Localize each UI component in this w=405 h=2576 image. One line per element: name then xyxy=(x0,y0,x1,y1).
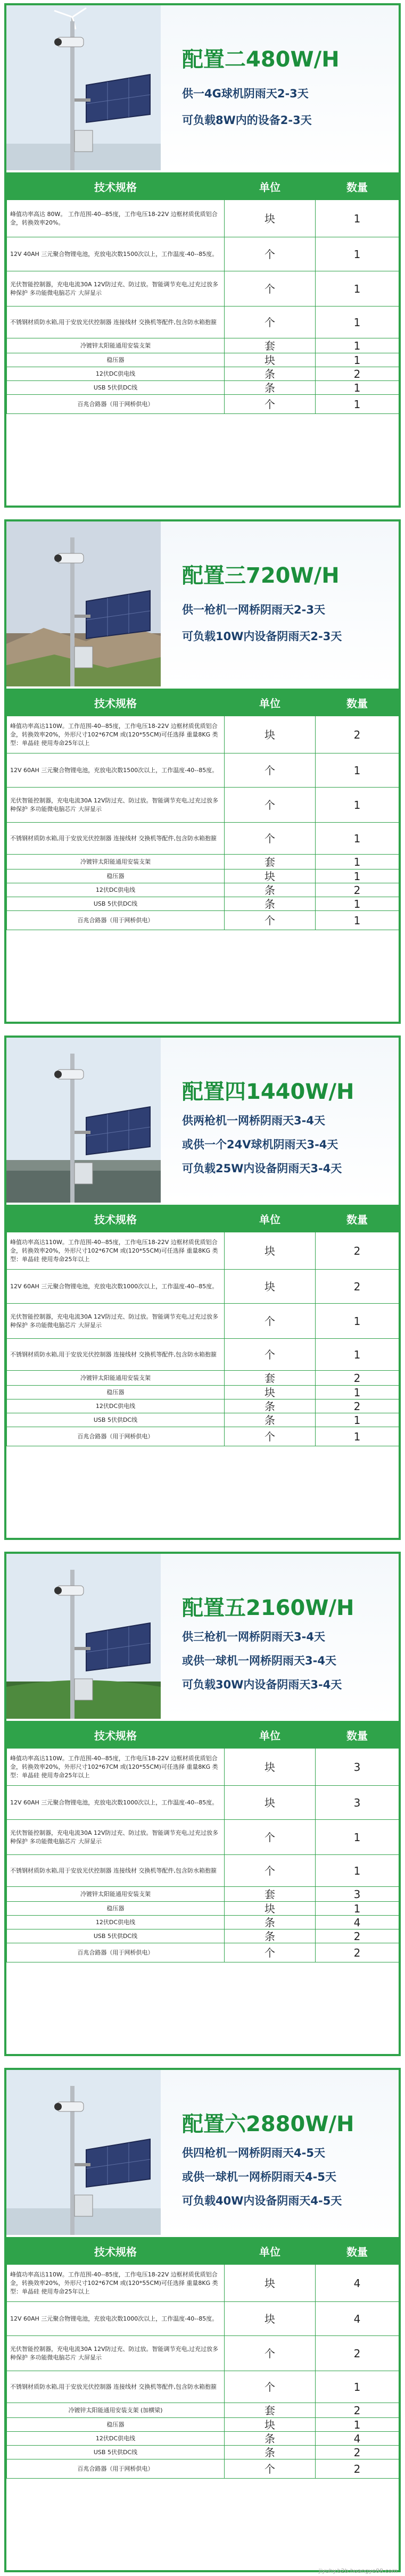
qty-cell: 1 xyxy=(316,788,399,823)
spec-cell: 12伏DC供电线 xyxy=(7,1916,225,1929)
unit-cell: 块 xyxy=(225,2265,316,2302)
unit-cell: 个 xyxy=(225,2371,316,2403)
solar-camera-photo xyxy=(6,2070,161,2235)
header-spec: 技术规格 xyxy=(7,173,225,200)
table-row xyxy=(7,2403,399,2418)
spec-cell: USB 5伏供DC线 xyxy=(7,1929,225,1943)
unit-cell: 块 xyxy=(225,1749,316,1786)
spec-table-wrap xyxy=(6,172,399,414)
table-row xyxy=(7,1887,399,1902)
spec-cell: USB 5伏供DC线 xyxy=(7,897,225,911)
spec-cell: 12V 60AH 三元聚合物锂电池，充放电次数1000次以上，工作温度-40--85度。 xyxy=(7,1270,225,1304)
qty-cell: 1 xyxy=(316,1855,399,1887)
unit-cell: 套 xyxy=(225,338,316,353)
table-row xyxy=(7,307,399,338)
table-header-row xyxy=(7,689,399,716)
spec-table xyxy=(6,172,399,414)
hero-banner xyxy=(6,1554,399,1719)
unit-cell: 个 xyxy=(225,823,316,855)
capability-line: 或供一个24V球机阴雨天3-4天 xyxy=(182,1138,338,1151)
table-row xyxy=(7,367,399,381)
spec-cell: 百兆合路器（用于网桥供电） xyxy=(7,395,225,414)
header-spec: 技术规格 xyxy=(7,689,225,716)
table-row xyxy=(7,353,399,367)
spec-cell: 峰值功率高达110W。工作范围-40--85度，工作电压18-22V 边框材质优质铝合金，转换效率20%，外形尺寸102*67CM 或(120*55CM)可任选择 重量8KG 类型：单晶硅 使用寿命25年以上 xyxy=(7,1749,225,1786)
spec-cell: 峰值功率高达110W。工作范围-40--85度，工作电压18-22V 边框材质优质铝合金，转换效率20%，外形尺寸102*67CM 或(120*55CM)可任选择 重量8KG 类型：单晶硅 使用寿命25年以上 xyxy=(7,1232,225,1270)
header-spec: 技术规格 xyxy=(7,1721,225,1749)
spec-cell: 不锈钢材质防水箱,用于安放光伏控制器 连接线材 交换机等配件,包含防水箱抱箍 xyxy=(7,307,225,338)
qty-cell: 1 xyxy=(316,1304,399,1339)
table-row xyxy=(7,271,399,307)
qty-cell: 3 xyxy=(316,1786,399,1820)
config-section xyxy=(0,516,405,1027)
solar-camera-photo xyxy=(6,521,161,686)
spec-cell: 百兆合路器（用于网桥供电） xyxy=(7,1427,225,1446)
unit-cell: 套 xyxy=(225,1887,316,1902)
unit-cell: 个 xyxy=(225,911,316,930)
capability-line: 可负载10W内设备阴雨天2-3天 xyxy=(182,630,342,643)
header-qty: 数量 xyxy=(316,689,399,716)
qty-cell: 4 xyxy=(316,2265,399,2302)
spec-cell: USB 5伏供DC线 xyxy=(7,381,225,395)
table-row xyxy=(7,1855,399,1887)
table-row xyxy=(7,1399,399,1413)
unit-cell: 条 xyxy=(225,2432,316,2446)
spec-cell: 光伏智能控制器，充电电流30A 12V防过充、防过放。智能调节充电,过充过放多种保护 多功能微电脑芯片 大屏显示 xyxy=(7,1304,225,1339)
qty-cell: 2 xyxy=(316,2459,399,2479)
table-row xyxy=(7,1427,399,1446)
unit-cell: 个 xyxy=(225,1855,316,1887)
unit-cell: 条 xyxy=(225,2446,316,2459)
unit-cell: 条 xyxy=(225,381,316,395)
capability-line: 供四枪机一网桥阴雨天4-5天 xyxy=(182,2147,325,2159)
qty-cell: 1 xyxy=(316,1339,399,1371)
unit-cell: 个 xyxy=(225,753,316,788)
qty-cell: 1 xyxy=(316,1413,399,1427)
capability-line: 可负载30W内设备阴雨天3-4天 xyxy=(182,1678,342,1691)
header-unit: 单位 xyxy=(225,173,316,200)
spec-cell: USB 5伏供DC线 xyxy=(7,2446,225,2459)
unit-cell: 块 xyxy=(225,2302,316,2336)
qty-cell: 1 xyxy=(316,897,399,911)
table-row xyxy=(7,2459,399,2479)
qty-cell: 1 xyxy=(316,395,399,414)
table-row xyxy=(7,788,399,823)
qty-cell: 1 xyxy=(316,2418,399,2432)
table-row xyxy=(7,2302,399,2336)
unit-cell: 条 xyxy=(225,1916,316,1929)
spec-table-wrap xyxy=(6,1721,399,1962)
spec-table xyxy=(6,2237,399,2479)
spec-cell: 光伏智能控制器，充电电流30A 12V防过充、防过放。智能调节充电,过充过放多种保护 多功能微电脑芯片 大屏显示 xyxy=(7,2336,225,2371)
table-row xyxy=(7,200,399,237)
unit-cell: 条 xyxy=(225,883,316,897)
spec-cell: USB 5伏供DC线 xyxy=(7,1413,225,1427)
spec-cell: 12伏DC供电线 xyxy=(7,1399,225,1413)
qty-cell: 1 xyxy=(316,381,399,395)
table-row xyxy=(7,237,399,271)
spec-cell: 12伏DC供电线 xyxy=(7,367,225,381)
spec-cell: 光伏智能控制器，充电电流30A 12V防过充、防过放。智能调节充电,过充过放多种保护 多功能微电脑芯片 大屏显示 xyxy=(7,271,225,307)
table-row xyxy=(7,911,399,930)
solar-camera-photo xyxy=(6,5,161,170)
unit-cell: 块 xyxy=(225,353,316,367)
qty-cell: 1 xyxy=(316,237,399,271)
table-header-row xyxy=(7,1205,399,1232)
table-row xyxy=(7,1820,399,1855)
qty-cell: 2 xyxy=(316,1232,399,1270)
spec-table xyxy=(6,1721,399,1962)
unit-cell: 个 xyxy=(225,237,316,271)
table-row xyxy=(7,1749,399,1786)
table-row xyxy=(7,381,399,395)
table-row xyxy=(7,1304,399,1339)
qty-cell: 2 xyxy=(316,883,399,897)
spec-cell: 冷镀锌太阳能通用安装支架 (加横梁) xyxy=(7,2403,225,2418)
header-qty: 数量 xyxy=(316,1721,399,1749)
unit-cell: 块 xyxy=(225,1786,316,1820)
qty-cell: 1 xyxy=(316,1902,399,1916)
hero-banner xyxy=(6,5,399,170)
qty-cell: 1 xyxy=(316,869,399,883)
capability-line: 可负载8W内的设备2-3天 xyxy=(182,114,312,127)
header-unit: 单位 xyxy=(225,2238,316,2265)
table-row xyxy=(7,1916,399,1929)
header-unit: 单位 xyxy=(225,689,316,716)
qty-cell: 3 xyxy=(316,1887,399,1902)
table-row xyxy=(7,855,399,869)
table-row xyxy=(7,1371,399,1386)
config-section xyxy=(0,1032,405,1543)
unit-cell: 块 xyxy=(225,869,316,883)
header-qty: 数量 xyxy=(316,1205,399,1232)
qty-cell: 1 xyxy=(316,823,399,855)
unit-cell: 块 xyxy=(225,1386,316,1399)
unit-cell: 个 xyxy=(225,2459,316,2479)
unit-cell: 个 xyxy=(225,1943,316,1962)
unit-cell: 个 xyxy=(225,395,316,414)
spec-cell: 12V 60AH 三元聚合物锂电池，充放电次数1000次以上，工作温度-40--85度。 xyxy=(7,1786,225,1820)
capability-line: 供一4G球机阴雨天2-3天 xyxy=(182,87,309,100)
spec-table xyxy=(6,1205,399,1446)
spec-cell: 冷镀锌太阳能通用安装支架 xyxy=(7,338,225,353)
unit-cell: 个 xyxy=(225,1304,316,1339)
unit-cell: 个 xyxy=(225,1427,316,1446)
spec-cell: 12V 40AH 三元聚合物锂电池，充放电次数1500次以上，工作温度-40--85度。 xyxy=(7,237,225,271)
spec-cell: 不锈钢材质防水箱,用于安放光伏控制器 连接线材 交换机等配件,包含防水箱抱箍 xyxy=(7,1855,225,1887)
table-row xyxy=(7,883,399,897)
unit-cell: 个 xyxy=(225,788,316,823)
spec-cell: 12V 60AH 三元聚合物锂电池，充放电次数1500次以上，工作温度-40--85度。 xyxy=(7,753,225,788)
unit-cell: 个 xyxy=(225,271,316,307)
solar-camera-photo xyxy=(6,1554,161,1719)
header-spec: 技术规格 xyxy=(7,1205,225,1232)
unit-cell: 块 xyxy=(225,2418,316,2432)
unit-cell: 条 xyxy=(225,1929,316,1943)
unit-cell: 块 xyxy=(225,200,316,237)
spec-cell: 光伏智能控制器，充电电流30A 12V防过充、防过放。智能调节充电,过充过放多种保护 多功能微电脑芯片 大屏显示 xyxy=(7,788,225,823)
table-row xyxy=(7,1413,399,1427)
spec-cell: 峰值功率高达 80W。 工作范围-40--85度，工作电压18-22V 边框材质优质铝合金，转换效率20%。 xyxy=(7,200,225,237)
qty-cell: 1 xyxy=(316,753,399,788)
qty-cell: 1 xyxy=(316,353,399,367)
spec-cell: 光伏智能控制器，充电电流30A 12V防过充、防过放。智能调节充电,过充过放多种保护 多功能微电脑芯片 大屏显示 xyxy=(7,1820,225,1855)
qty-cell: 1 xyxy=(316,855,399,869)
table-header-row xyxy=(7,2238,399,2265)
header-unit: 单位 xyxy=(225,1205,316,1232)
qty-cell: 3 xyxy=(316,1749,399,1786)
qty-cell: 1 xyxy=(316,200,399,237)
qty-cell: 2 xyxy=(316,1943,399,1962)
config-title: 配置三720W/H xyxy=(182,564,340,588)
qty-cell: 1 xyxy=(316,1820,399,1855)
qty-cell: 2 xyxy=(316,1929,399,1943)
header-qty: 数量 xyxy=(316,2238,399,2265)
qty-cell: 2 xyxy=(316,1270,399,1304)
table-row xyxy=(7,338,399,353)
config-title: 配置五2160W/H xyxy=(182,1596,354,1620)
qty-cell: 1 xyxy=(316,271,399,307)
spec-cell: 12伏DC供电线 xyxy=(7,883,225,897)
spec-cell: 12V 60AH 三元聚合物锂电池，充放电次数1000次以上，工作温度-40--85度。 xyxy=(7,2302,225,2336)
qty-cell: 1 xyxy=(316,2371,399,2403)
hero-banner xyxy=(6,2070,399,2235)
qty-cell: 2 xyxy=(316,2403,399,2418)
qty-cell: 2 xyxy=(316,1371,399,1386)
hero-banner xyxy=(6,1038,399,1203)
table-header-row xyxy=(7,173,399,200)
table-row xyxy=(7,2418,399,2432)
unit-cell: 套 xyxy=(225,855,316,869)
unit-cell: 条 xyxy=(225,1399,316,1413)
watermark: jiyuhy.b2b.huangye88.com xyxy=(318,2567,398,2574)
spec-cell: 冷镀锌太阳能通用安装支架 xyxy=(7,1371,225,1386)
table-row xyxy=(7,869,399,883)
capability-line: 或供一球机一网桥阴雨天4-5天 xyxy=(182,2171,336,2183)
capability-line: 供一枪机一网桥阴雨天2-3天 xyxy=(182,603,325,616)
spec-cell: 峰值功率高达110W。工作范围-40--85度，工作电压18-22V 边框材质优质铝合金，转换效率20%，外形尺寸102*67CM 或(120*55CM)可任选择 重量8KG 类型：单晶硅 使用寿命25年以上 xyxy=(7,716,225,753)
spec-cell: 稳压器 xyxy=(7,1386,225,1399)
spec-cell: 百兆合路器（用于网桥供电） xyxy=(7,1943,225,1962)
capability-line: 供两枪机一网桥阴雨天3-4天 xyxy=(182,1114,325,1127)
unit-cell: 套 xyxy=(225,2403,316,2418)
qty-cell: 1 xyxy=(316,1427,399,1446)
config-section xyxy=(0,1548,405,2059)
spec-cell: 不锈钢材质防水箱,用于安放光伏控制器 连接线材 交换机等配件,包含防水箱抱箍 xyxy=(7,823,225,855)
capability-line: 可负载25W内设备阴雨天3-4天 xyxy=(182,1162,342,1175)
table-row xyxy=(7,1902,399,1916)
table-row xyxy=(7,2336,399,2371)
table-row xyxy=(7,395,399,414)
spec-cell: 百兆合路器（用于网桥供电） xyxy=(7,911,225,930)
table-row xyxy=(7,1386,399,1399)
table-row xyxy=(7,2265,399,2302)
table-row xyxy=(7,2371,399,2403)
spec-cell: 不锈钢材质防水箱,用于安放光伏控制器 连接线材 交换机等配件,包含防水箱抱箍 xyxy=(7,2371,225,2403)
header-spec: 技术规格 xyxy=(7,2238,225,2265)
config-title: 配置六2880W/H xyxy=(182,2112,354,2136)
header-qty: 数量 xyxy=(316,173,399,200)
qty-cell: 2 xyxy=(316,367,399,381)
qty-cell: 1 xyxy=(316,1386,399,1399)
capability-line: 或供一球机一网桥阴雨天3-4天 xyxy=(182,1654,336,1667)
qty-cell: 2 xyxy=(316,2446,399,2459)
table-row xyxy=(7,1270,399,1304)
solar-camera-photo xyxy=(6,1038,161,1203)
spec-cell: 峰值功率高达110W。工作范围-40--85度，工作电压18-22V 边框材质优质铝合金，转换效率20%，外形尺寸102*67CM 或(120*55CM)可任选择 重量8KG 类型：单晶硅 使用寿命25年以上 xyxy=(7,2265,225,2302)
table-header-row xyxy=(7,1721,399,1749)
unit-cell: 个 xyxy=(225,1820,316,1855)
spec-cell: 12伏DC供电线 xyxy=(7,2432,225,2446)
header-unit: 单位 xyxy=(225,1721,316,1749)
qty-cell: 2 xyxy=(316,716,399,753)
config-section xyxy=(0,2065,405,2575)
table-row xyxy=(7,2446,399,2459)
table-row xyxy=(7,1339,399,1371)
spec-cell: 冷镀锌太阳能通用安装支架 xyxy=(7,1887,225,1902)
spec-table-wrap xyxy=(6,1205,399,1446)
qty-cell: 4 xyxy=(316,2302,399,2336)
spec-cell: 稳压器 xyxy=(7,353,225,367)
unit-cell: 个 xyxy=(225,307,316,338)
qty-cell: 2 xyxy=(316,2336,399,2371)
config-title: 配置四1440W/H xyxy=(182,1080,354,1104)
table-row xyxy=(7,1232,399,1270)
spec-table-wrap xyxy=(6,2237,399,2479)
qty-cell: 2 xyxy=(316,1399,399,1413)
unit-cell: 块 xyxy=(225,1902,316,1916)
config-title: 配置二480W/H xyxy=(182,47,340,72)
spec-cell: 不锈钢材质防水箱,用于安放光伏控制器 连接线材 交换机等配件,包含防水箱抱箍 xyxy=(7,1339,225,1371)
qty-cell: 1 xyxy=(316,338,399,353)
qty-cell: 4 xyxy=(316,1916,399,1929)
unit-cell: 个 xyxy=(225,1339,316,1371)
table-row xyxy=(7,1943,399,1962)
qty-cell: 1 xyxy=(316,911,399,930)
capability-line: 供三枪机一网桥阴雨天3-4天 xyxy=(182,1630,325,1643)
spec-cell: 稳压器 xyxy=(7,1902,225,1916)
capability-line: 可负载40W内设备阴雨天4-5天 xyxy=(182,2194,342,2207)
spec-cell: 百兆合路器（用于网桥供电） xyxy=(7,2459,225,2479)
table-row xyxy=(7,716,399,753)
qty-cell: 4 xyxy=(316,2432,399,2446)
unit-cell: 块 xyxy=(225,716,316,753)
table-row xyxy=(7,753,399,788)
table-row xyxy=(7,897,399,911)
table-row xyxy=(7,823,399,855)
unit-cell: 块 xyxy=(225,1270,316,1304)
spec-cell: 冷镀锌太阳能通用安装支架 xyxy=(7,855,225,869)
spec-cell: 稳压器 xyxy=(7,869,225,883)
unit-cell: 套 xyxy=(225,1371,316,1386)
unit-cell: 个 xyxy=(225,2336,316,2371)
unit-cell: 块 xyxy=(225,1232,316,1270)
table-row xyxy=(7,2432,399,2446)
table-row xyxy=(7,1929,399,1943)
spec-cell: 稳压器 xyxy=(7,2418,225,2432)
config-section xyxy=(0,0,405,511)
unit-cell: 条 xyxy=(225,367,316,381)
spec-table-wrap xyxy=(6,689,399,930)
qty-cell: 1 xyxy=(316,307,399,338)
spec-table xyxy=(6,689,399,930)
unit-cell: 条 xyxy=(225,897,316,911)
table-row xyxy=(7,1786,399,1820)
unit-cell: 条 xyxy=(225,1413,316,1427)
hero-banner xyxy=(6,521,399,686)
